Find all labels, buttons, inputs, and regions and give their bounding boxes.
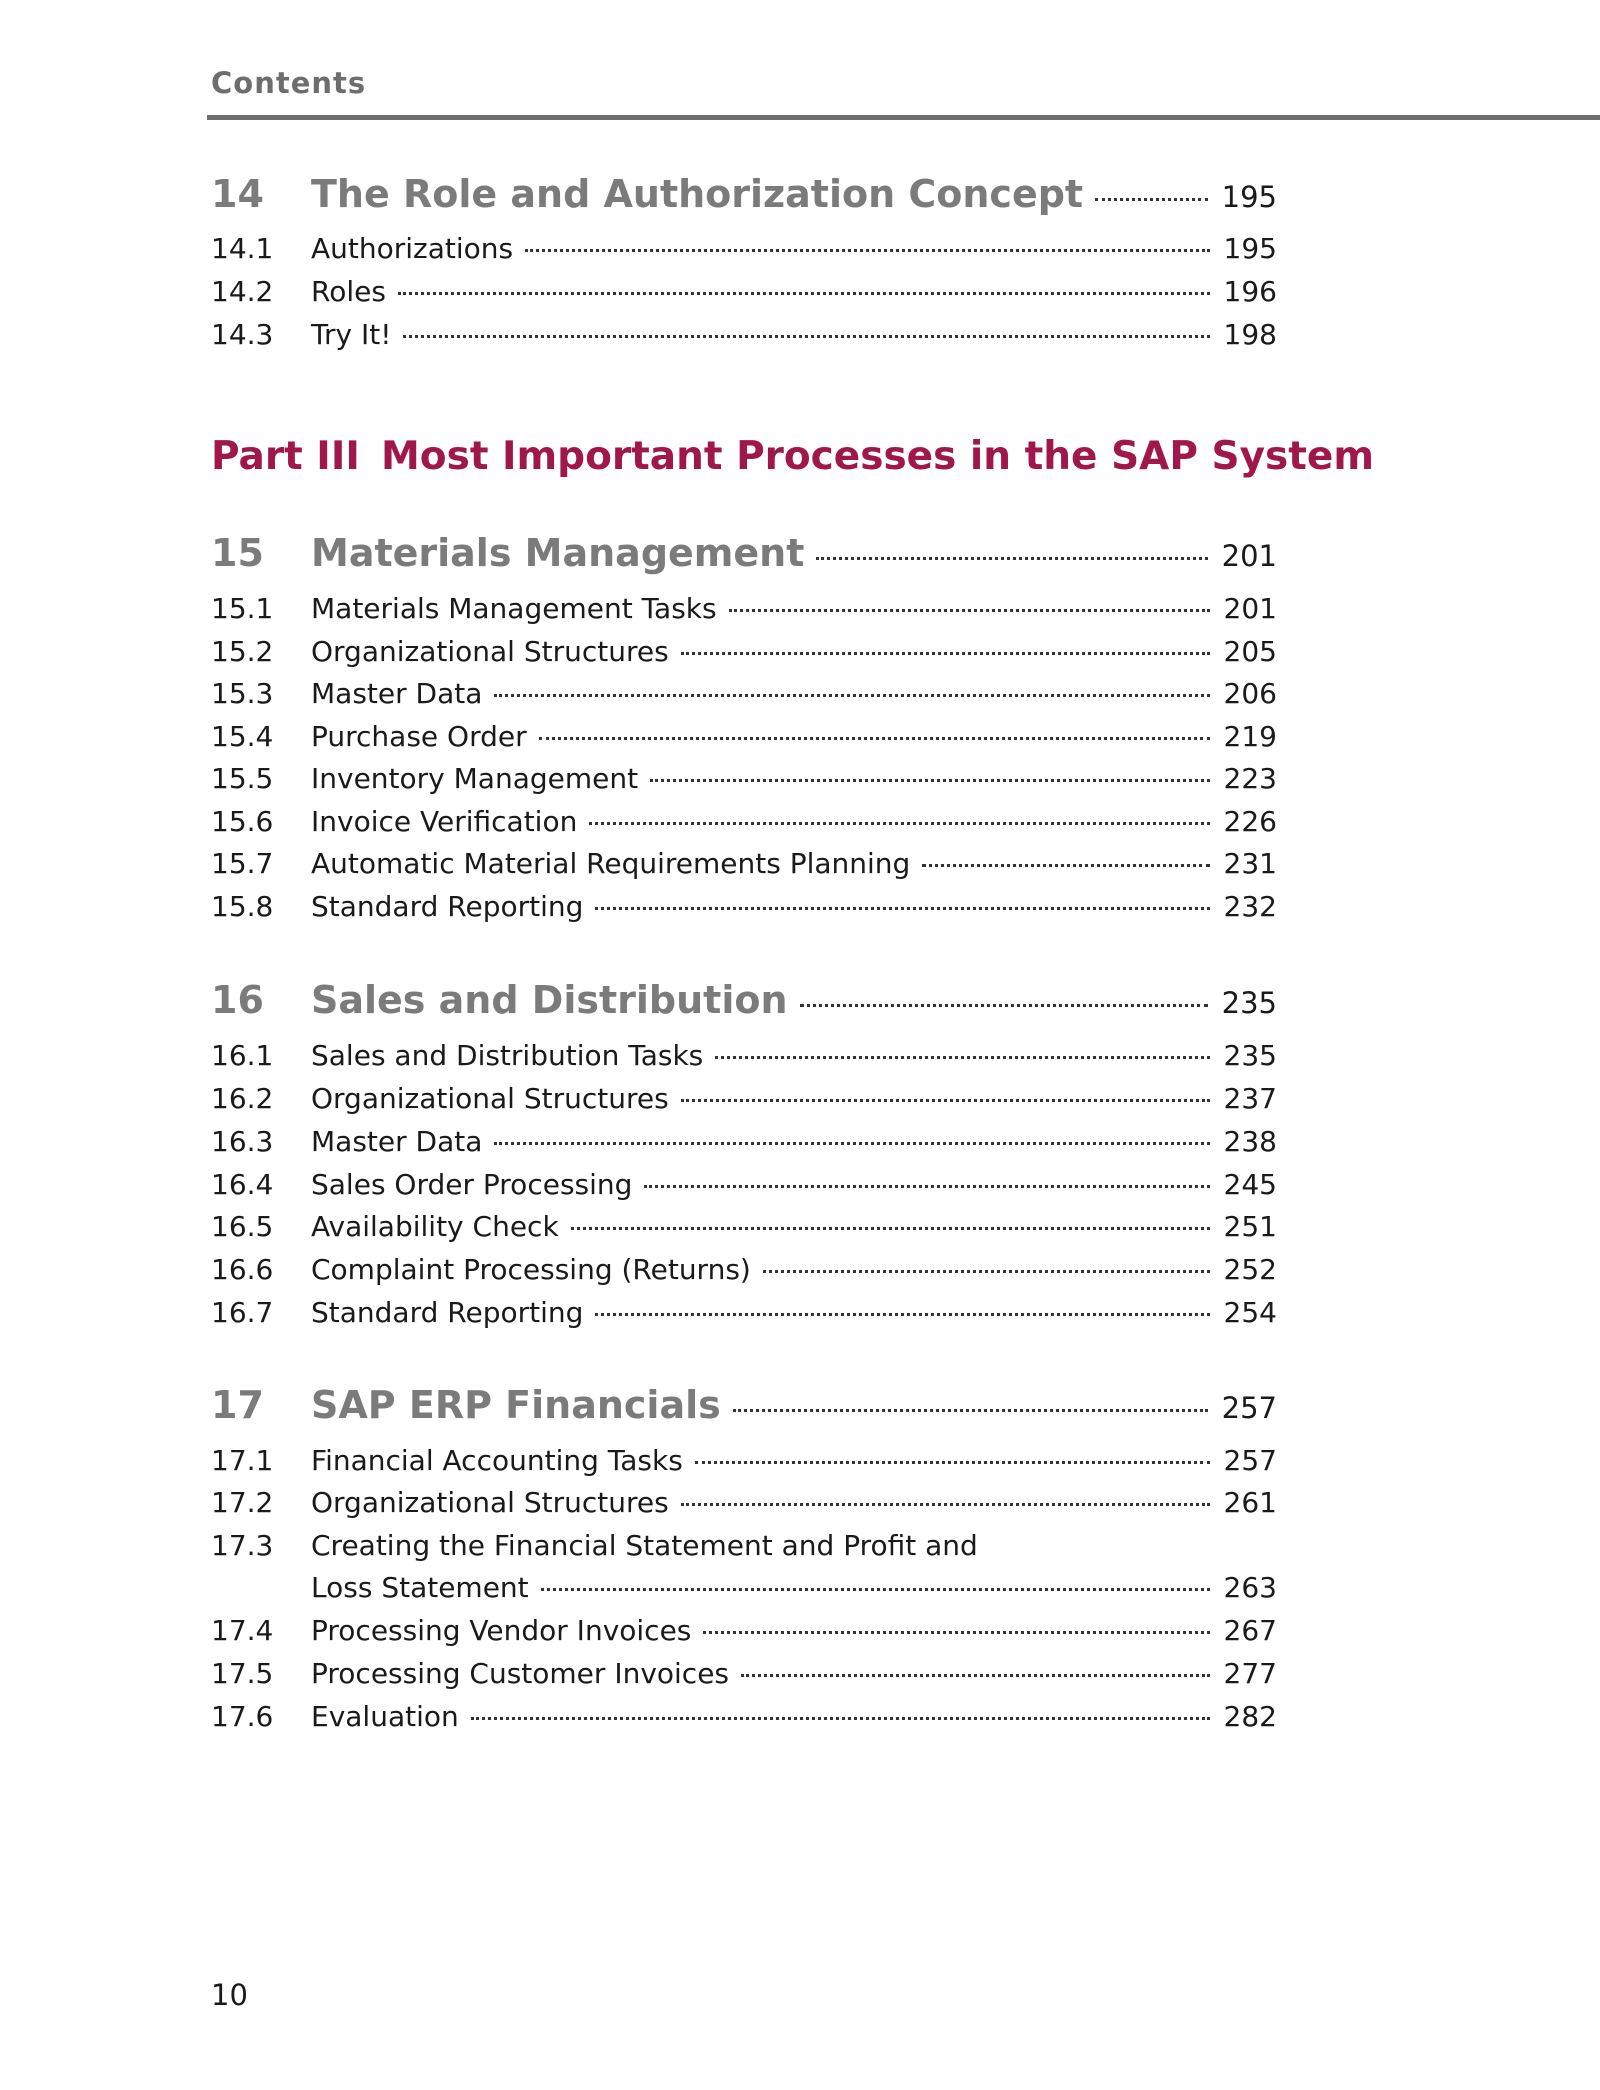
entry-title: Organizational Structures xyxy=(311,1486,669,1519)
toc-entry[interactable] xyxy=(211,1529,1277,1562)
dot-leader xyxy=(741,1674,1210,1677)
entry-title: Materials Management Tasks xyxy=(311,592,717,625)
dot-leader xyxy=(494,694,1209,697)
page-number: 10 xyxy=(211,1978,248,2012)
dot-leader xyxy=(541,1588,1210,1591)
entry-number: 17.4 xyxy=(211,1614,274,1647)
dot-leader xyxy=(525,249,1209,252)
entry-number: 15.1 xyxy=(211,592,274,625)
part-heading xyxy=(211,434,1374,479)
entry-title: Inventory Management xyxy=(311,762,639,795)
dot-leader xyxy=(800,1004,1208,1007)
chapter-title: Materials Management xyxy=(311,531,805,575)
entry-title-continued: Loss Statement xyxy=(311,1571,529,1604)
entry-number: 15.2 xyxy=(211,635,274,668)
entry-number: 16.5 xyxy=(211,1210,274,1243)
dot-leader xyxy=(733,1409,1208,1412)
entry-number: 17.5 xyxy=(211,1657,274,1690)
page-ref: 245 xyxy=(1223,1168,1277,1201)
page-ref: 238 xyxy=(1223,1125,1277,1158)
dot-leader xyxy=(589,822,1209,825)
entry-number: 16.6 xyxy=(211,1253,274,1286)
page-ref: 263 xyxy=(1223,1571,1277,1604)
toc-entry[interactable] xyxy=(211,720,1277,753)
dot-leader xyxy=(763,1270,1210,1273)
toc-entry[interactable] xyxy=(211,762,1277,795)
page-ref: 257 xyxy=(1223,1444,1277,1477)
page-ref: 196 xyxy=(1223,275,1277,308)
entry-title: Sales and Distribution Tasks xyxy=(311,1039,704,1072)
page-ref: 251 xyxy=(1223,1210,1277,1243)
running-header: Contents xyxy=(211,66,367,100)
entry-title: Organizational Structures xyxy=(311,1082,669,1115)
entry-title: Processing Customer Invoices xyxy=(311,1657,730,1690)
page-ref: 267 xyxy=(1223,1614,1277,1647)
entry-number: 15.6 xyxy=(211,805,274,838)
page-ref: 201 xyxy=(1223,592,1277,625)
entry-number: 14.3 xyxy=(211,318,274,351)
page-ref: 201 xyxy=(1221,539,1277,573)
dot-leader xyxy=(816,557,1207,560)
toc-chapter-15[interactable] xyxy=(211,531,1277,575)
entry-number: 16.2 xyxy=(211,1082,274,1115)
toc-entry[interactable] xyxy=(211,1700,1277,1733)
page-ref: 252 xyxy=(1223,1253,1277,1286)
dot-leader xyxy=(595,1313,1209,1316)
page-ref: 282 xyxy=(1223,1700,1277,1733)
entry-number: 17.6 xyxy=(211,1700,274,1733)
toc-entry[interactable] xyxy=(211,1039,1277,1072)
dot-leader xyxy=(398,292,1210,295)
toc-entry[interactable] xyxy=(211,635,1277,668)
entry-number: 15.4 xyxy=(211,720,274,753)
dot-leader xyxy=(703,1631,1209,1634)
entry-number: 14.1 xyxy=(211,232,274,265)
dot-leader xyxy=(471,1717,1210,1720)
entry-title: Evaluation xyxy=(311,1700,459,1733)
entry-title: Invoice Verification xyxy=(311,805,578,838)
part-title: Most Important Processes in the SAP System xyxy=(381,434,1374,479)
entry-number: 17.2 xyxy=(211,1486,274,1519)
dot-leader xyxy=(729,609,1210,612)
toc-entry[interactable] xyxy=(211,1444,1277,1477)
part-label: Part III xyxy=(211,434,360,479)
chapter-number: 14 xyxy=(211,172,264,216)
entry-title: Availability Check xyxy=(311,1210,559,1243)
toc-entry[interactable] xyxy=(211,1168,1277,1201)
entry-number: 15.8 xyxy=(211,890,274,923)
page-ref: 261 xyxy=(1223,1486,1277,1519)
entry-title: Financial Accounting Tasks xyxy=(311,1444,683,1477)
chapter-title: Sales and Distribution xyxy=(311,978,788,1022)
toc-entry[interactable] xyxy=(211,1253,1277,1286)
toc-entry[interactable] xyxy=(211,232,1277,265)
entry-number: 16.3 xyxy=(211,1125,274,1158)
entry-number: 16.4 xyxy=(211,1168,274,1201)
entry-number: 17.1 xyxy=(211,1444,274,1477)
toc-chapter-17[interactable] xyxy=(211,1383,1277,1427)
chapter-number: 16 xyxy=(211,978,264,1022)
toc-entry[interactable] xyxy=(211,1657,1277,1690)
page-ref: 226 xyxy=(1223,805,1277,838)
entry-title: Try It! xyxy=(311,318,392,351)
entry-title: Roles xyxy=(311,275,386,308)
entry-title: Organizational Structures xyxy=(311,635,669,668)
dot-leader xyxy=(644,1185,1209,1188)
page-ref: 195 xyxy=(1223,232,1277,265)
entry-title: Master Data xyxy=(311,677,483,710)
entry-number: 15.7 xyxy=(211,847,274,880)
page-ref: 195 xyxy=(1221,180,1277,214)
dot-leader xyxy=(595,907,1209,910)
dot-leader xyxy=(681,652,1210,655)
page-ref: 223 xyxy=(1223,762,1277,795)
toc-entry[interactable] xyxy=(211,805,1277,838)
toc-entry[interactable] xyxy=(211,1486,1277,1519)
entry-title: Master Data xyxy=(311,1125,483,1158)
entry-number: 17.3 xyxy=(211,1529,274,1562)
page-ref: 235 xyxy=(1223,1039,1277,1072)
entry-number: 15.5 xyxy=(211,762,274,795)
entry-number: 16.1 xyxy=(211,1039,274,1072)
page-ref: 198 xyxy=(1223,318,1277,351)
chapter-title: SAP ERP Financials xyxy=(311,1383,721,1427)
dot-leader xyxy=(922,864,1209,867)
toc-entry[interactable] xyxy=(211,1082,1277,1115)
page-ref: 219 xyxy=(1223,720,1277,753)
page-ref: 237 xyxy=(1223,1082,1277,1115)
page-ref: 235 xyxy=(1221,986,1277,1020)
dot-leader xyxy=(695,1461,1210,1464)
entry-title: Authorizations xyxy=(311,232,514,265)
toc-entry[interactable] xyxy=(211,1210,1277,1243)
entry-number: 16.7 xyxy=(211,1296,274,1329)
page-ref: 277 xyxy=(1223,1657,1277,1690)
page-ref: 257 xyxy=(1221,1391,1277,1425)
header-rule xyxy=(207,115,1600,120)
entry-title: Automatic Material Requirements Planning xyxy=(311,847,911,880)
dot-leader xyxy=(403,335,1209,338)
entry-title: Purchase Order xyxy=(311,720,527,753)
toc-entry[interactable] xyxy=(211,1296,1277,1329)
page-ref: 205 xyxy=(1223,635,1277,668)
toc-entry[interactable] xyxy=(211,318,1277,351)
dot-leader xyxy=(650,779,1209,782)
dot-leader xyxy=(494,1142,1209,1145)
chapter-number: 15 xyxy=(211,531,264,575)
toc-chapter-16[interactable] xyxy=(211,978,1277,1022)
dot-leader xyxy=(681,1099,1210,1102)
toc-entry[interactable] xyxy=(211,847,1277,880)
toc-entry[interactable] xyxy=(211,677,1277,710)
toc-entry-continuation[interactable] xyxy=(211,1571,1277,1604)
dot-leader xyxy=(715,1056,1209,1059)
dot-leader xyxy=(571,1227,1210,1230)
entry-title: Creating the Financial Statement and Profit and xyxy=(311,1529,978,1562)
chapter-title: The Role and Authorization Concept xyxy=(311,172,1084,216)
page-ref: 231 xyxy=(1223,847,1277,880)
page-ref: 232 xyxy=(1223,890,1277,923)
dot-leader xyxy=(539,737,1210,740)
page-ref: 206 xyxy=(1223,677,1277,710)
toc-entry[interactable] xyxy=(211,890,1277,923)
toc-chapter-14[interactable] xyxy=(211,172,1277,216)
entry-number: 14.2 xyxy=(211,275,274,308)
page-ref: 254 xyxy=(1223,1296,1277,1329)
entry-number: 15.3 xyxy=(211,677,274,710)
chapter-number: 17 xyxy=(211,1383,264,1427)
entry-title: Sales Order Processing xyxy=(311,1168,633,1201)
toc-entry[interactable] xyxy=(211,1614,1277,1647)
entry-title: Processing Vendor Invoices xyxy=(311,1614,692,1647)
toc-entry[interactable] xyxy=(211,275,1277,308)
entry-title: Standard Reporting xyxy=(311,1296,584,1329)
dot-leader xyxy=(1095,198,1208,201)
entry-title: Complaint Processing (Returns) xyxy=(311,1253,751,1286)
entry-title: Standard Reporting xyxy=(311,890,584,923)
toc-entry[interactable] xyxy=(211,592,1277,625)
dot-leader xyxy=(681,1503,1210,1506)
toc-entry[interactable] xyxy=(211,1125,1277,1158)
